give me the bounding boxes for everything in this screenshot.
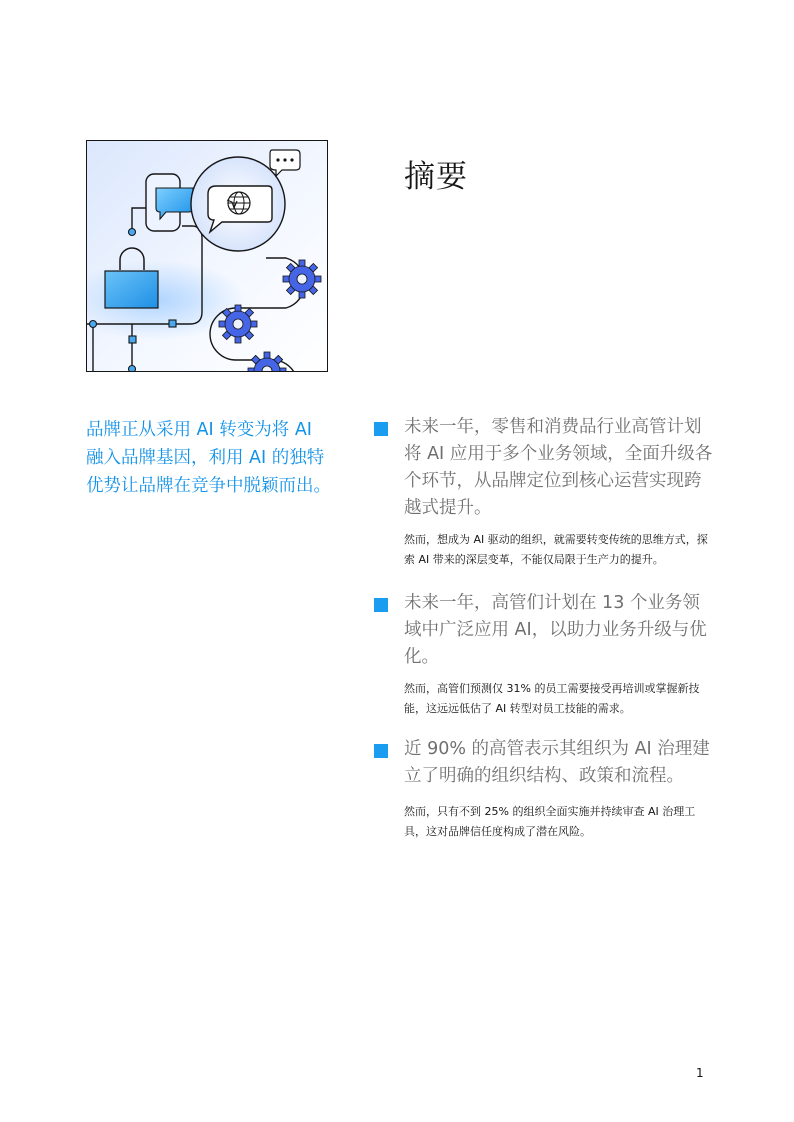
finding-detail: 然而，想成为 AI 驱动的组织，就需要转变传统的思维方式，探索 AI 带来的深层变革，不能仅局限于生产力的提升。 xyxy=(404,533,708,566)
gear-icon xyxy=(219,305,257,343)
node-square xyxy=(169,320,176,327)
finding-detail: 然而，高管们预测仅 31% 的员工需要接受再培训或掌握新技能，这远远低估了 AI 转型对员工技能的需求。 xyxy=(404,682,700,715)
bullet-square-icon xyxy=(374,744,388,758)
finding-headline: 未来一年，高管们计划在 13 个业务领域中广泛应用 AI，以助力业务升级与优化。 xyxy=(404,593,707,667)
bullet-square-icon xyxy=(374,598,388,612)
finding-detail: 然而，只有不到 25% 的组织全面实施并持续审查 AI 治理工具，这对品牌信任度构成了潜在风险。 xyxy=(404,805,696,838)
finding-item xyxy=(374,736,714,842)
ai-network-illustration xyxy=(86,140,328,372)
node-square xyxy=(129,336,136,343)
page-title: 摘要 xyxy=(404,158,468,195)
hero-illustration xyxy=(86,140,328,372)
findings-list xyxy=(374,414,714,838)
finding-headline: 近 90% 的高管表示其组织为 AI 治理建立了明确的组织结构、政策和流程。 xyxy=(404,739,710,786)
finding-item xyxy=(374,590,714,719)
bullet-square-icon xyxy=(374,422,388,436)
finding-item xyxy=(374,414,714,570)
intro-text: 品牌正从采用 AI 转变为将 AI 融入品牌基因，利用 AI 的独特优势让品牌在竞争中脱颖而出。 xyxy=(86,420,331,496)
page-number: 1 xyxy=(696,1066,704,1080)
node-dot xyxy=(90,321,97,328)
node-dot xyxy=(129,229,136,236)
finding-headline: 未来一年，零售和消费品行业高管计划将 AI 应用于多个业务领域，全面升级各个环节，从品牌定位到核心运营实现跨越式提升。 xyxy=(404,417,713,518)
gear-icon xyxy=(283,260,321,298)
